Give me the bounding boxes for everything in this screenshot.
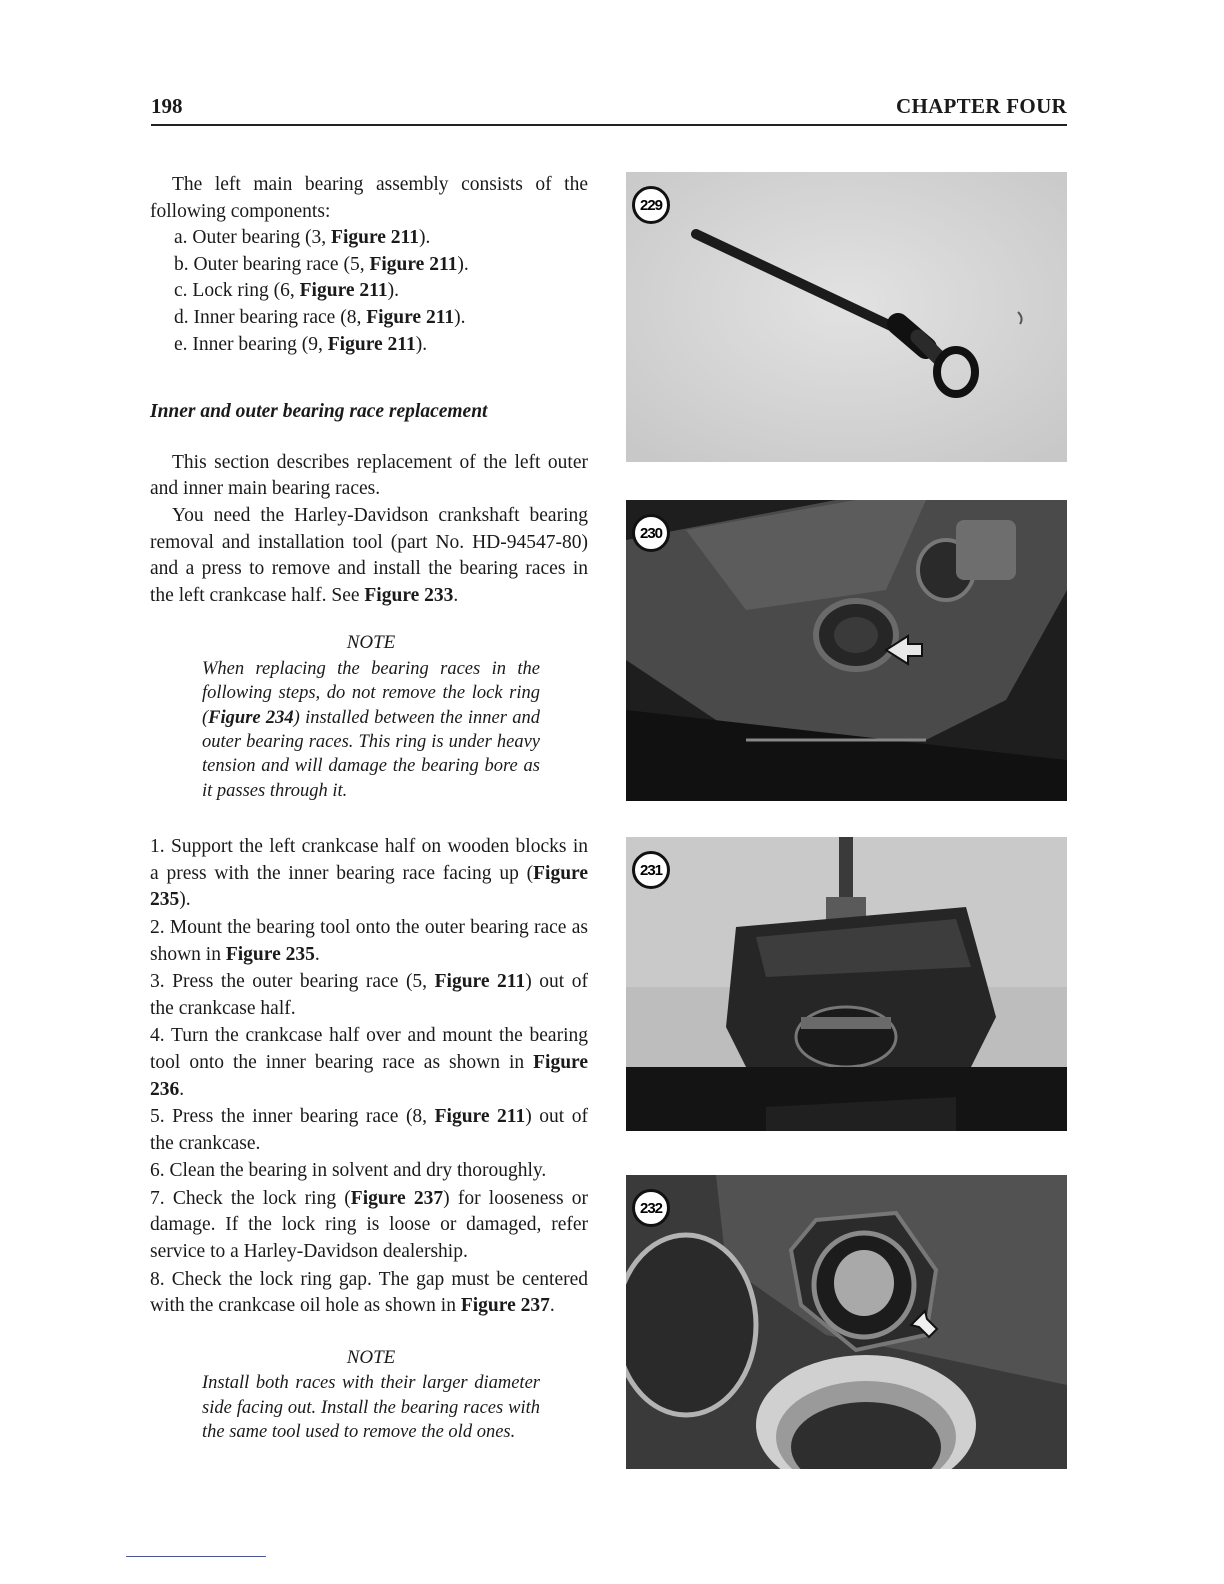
figure-reference: Figure 211 [434,1106,526,1128]
header-rule [151,124,1067,126]
list-item: d. Inner bearing race (8, Figure 211). [174,306,466,328]
note-heading: NOTE [346,632,396,654]
note-heading: NOTE [346,1346,396,1368]
step-item: 6. Clean the bearing in solvent and dry thoroughly. [150,1160,547,1182]
figure-reference: Figure 233 [364,584,454,606]
list-item: c. Lock ring (6, Figure 211). [174,280,399,302]
figure-reference: Figure 237 [350,1187,444,1209]
figure-number-badge: 230 [632,514,670,552]
component-list [150,225,588,358]
step-item: 5. Press the inner bearing race (8, Figure 211) out of the crankcase. [150,1106,589,1154]
list-item: e. Inner bearing (9, Figure 211). [174,333,428,355]
section-paragraph: You need the Harley-Davidson crankshaft bearing removal and installation tool (part No. HD-94547-80) and a press to remove and install the bearing races in the left crankcase half. See Figure 233. [150,504,588,606]
figure-reference: Figure 211 [327,333,416,355]
step-item: 2. Mount the bearing tool onto the outer bearing race as shown in Figure 235. [150,916,588,965]
text-column [150,172,588,1444]
figure-number-badge: 229 [632,186,670,224]
section-heading: Inner and outer bearing race replacement [150,401,488,423]
figure-number-badge: 232 [632,1189,670,1227]
page-header [151,94,1067,126]
note-text: Install both races with their larger diameter side facing out. Install the bearing races with the same tool used to remove the old ones. [202,1373,540,1443]
step-item: 3. Press the outer bearing race (5, Figure 211) out of the crankcase half. [150,971,589,1019]
figure-230-photo [626,500,1067,801]
figure-232-photo [626,1175,1067,1469]
procedure-steps [150,834,588,1320]
figure-229-photo [626,172,1067,462]
figure-reference: Figure 235 [225,943,315,965]
section-paragraph: This section describes replacement of the left outer and inner main bearing races. [150,451,588,500]
chapter-title: CHAPTER FOUR [895,94,1067,118]
list-item: b. Outer bearing race (5, Figure 211). [174,253,469,275]
footer-rule [126,1556,266,1557]
intro-paragraph: The left main bearing assembly consists of the following components: [150,174,588,222]
note-box [150,1346,588,1445]
figure-reference: Figure 234 [208,707,294,728]
step-item: 7. Check the lock ring (Figure 237) for looseness or damage. If the lock ring is loose or damaged, refer service to a Harley-Davidson dealership. [150,1187,588,1263]
step-item: 1. Support the left crankcase half on wooden blocks in a press with the inner bearing race facing up (Figure 235). [150,836,588,911]
figure-reference: Figure 211 [299,280,388,302]
figure-reference: Figure 211 [434,971,526,993]
figure-231-photo [626,837,1067,1131]
figure-reference: Figure 211 [369,253,458,275]
figure-reference: Figure 211 [331,227,419,249]
step-item: 8. Check the lock ring gap. The gap must be centered with the crankcase oil hole as shown in Figure 237. [150,1268,588,1317]
figure-number-badge: 231 [632,851,670,889]
step-item: 4. Turn the crankcase half over and mount the bearing tool onto the inner bearing race as shown in Figure 236. [150,1025,588,1100]
figure-reference: Figure 235 [150,862,588,911]
figure-reference: Figure 236 [150,1051,588,1100]
figure-reference: Figure 211 [366,306,455,328]
note-text: When replacing the bearing races in the following steps, do not remove the lock ring (Figure 234) installed between the inner and outer bearing races. This ring is under heavy tension and will damage the bearing bore as it passes through it. [202,658,540,801]
list-item: a. Outer bearing (3, Figure 211). [174,227,431,249]
page-number: 198 [151,94,183,118]
figure-reference: Figure 237 [460,1295,550,1317]
note-box [150,631,588,803]
